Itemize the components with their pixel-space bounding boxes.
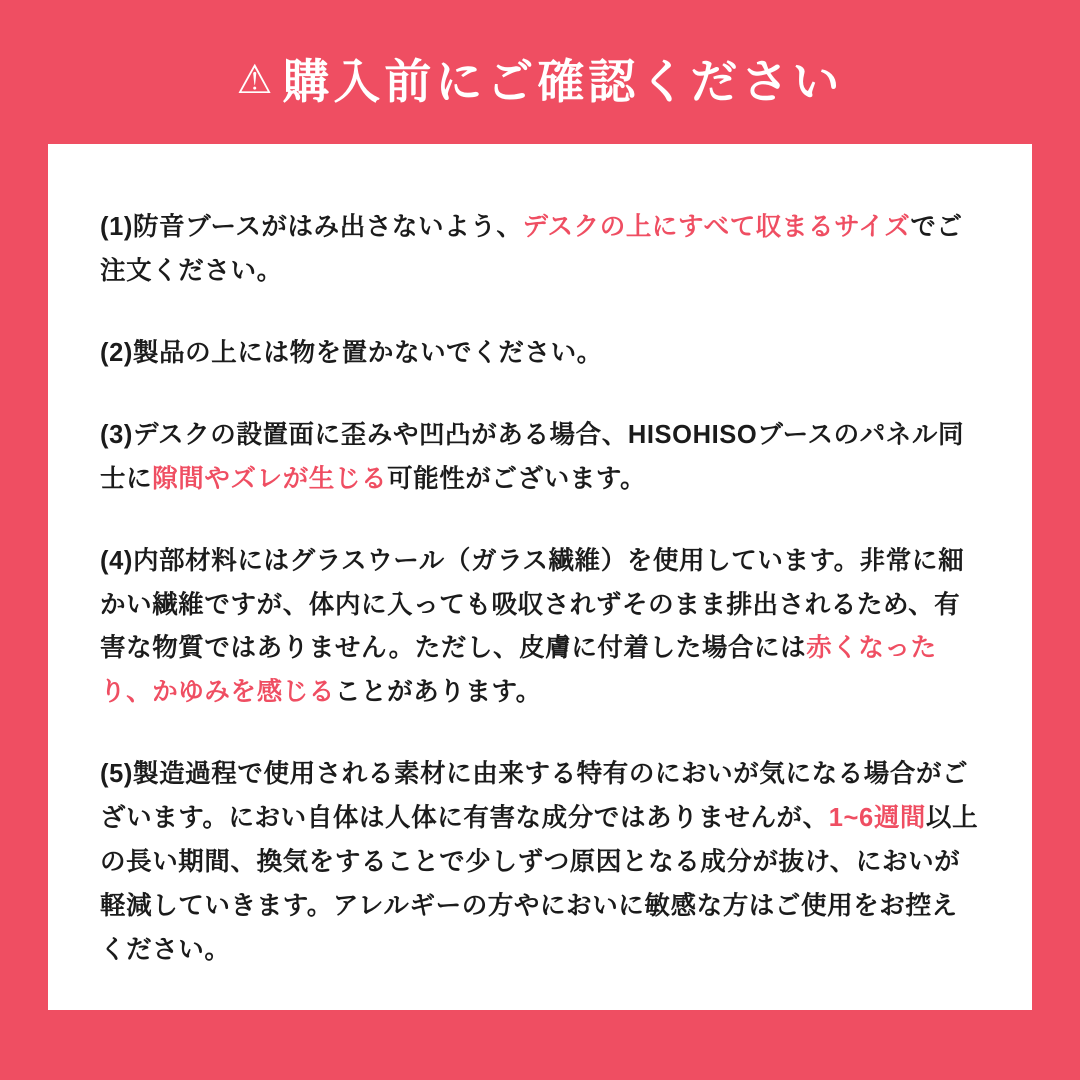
notice-item [100, 332, 980, 376]
notice-highlight-text: デスクの上にすべて収まるサイズ [522, 213, 911, 242]
notice-text: ことがあります。 [334, 678, 542, 707]
notice-list [100, 206, 980, 972]
notice-text: (4)内部材料にはグラスウール（ガラス繊維）を使用しています。非常に細かい繊維ですが、体内に入っても吸収されずそのまま排出されるため、有害な物質ではありません。ただし、皮膚に付着した場合には [100, 546, 965, 663]
notice-highlight-text: 赤くなったり、かゆみを感じる [100, 634, 937, 707]
notice-highlight-text: 1~6週間 [828, 803, 927, 832]
notice-text: 可能性がございます。 [387, 464, 647, 493]
warning-triangle-icon: ⚠ [236, 58, 277, 103]
page-title [237, 54, 844, 110]
notice-text: (5)製造過程で使用される素材に由来する特有のにおいが気になる場合がございます。におい自体は人体に有害な成分ではありませんが、 [100, 760, 969, 832]
notice-text: でご注文ください。 [100, 213, 963, 286]
notice-item [100, 540, 980, 715]
notice-text: (2)製品の上には物を置かないでください。 [100, 339, 603, 368]
notice-item [100, 753, 980, 972]
page-title-text: 購入前にご確認ください [282, 55, 844, 108]
notice-text: (1)防音ブースがはみ出さないよう、 [100, 213, 523, 242]
notice-item [100, 414, 980, 502]
notice-card [48, 144, 1032, 1010]
notice-item [100, 206, 980, 294]
notice-text: 以上の長い期間、換気をすることで少しずつ原因となる成分が抜け、においが軽減していきます。アレルギーの方やにおいに敏感な方はご使用をお控えください。 [100, 803, 979, 964]
notice-highlight-text: 隙間やズレが生じる [152, 464, 388, 493]
notice-text: (3)デスクの設置面に歪みや凹凸がある場合、HISOHISOブースのパネル同士に [100, 420, 965, 493]
